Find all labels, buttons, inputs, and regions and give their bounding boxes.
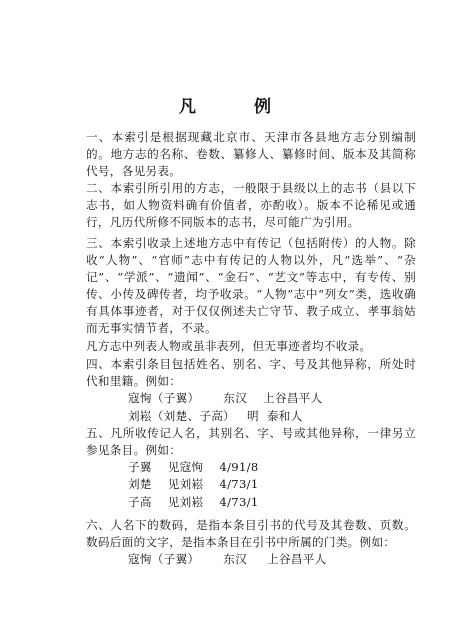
crossref-alias: 刘楚 (128, 477, 152, 491)
crossref-entry (128, 476, 259, 493)
crossref-alias: 子翼 (128, 460, 152, 474)
crossref-entry (128, 494, 259, 511)
entry-place: 泰和人 (266, 409, 303, 423)
paragraph-6: 六、人名下的数码，是指本条目引书的代号及其卷数、页数。数码后面的文字，是指本条目在引书中所属的门类。例如： (86, 518, 416, 549)
paragraph-4: 四、本索引条目包括姓名、别名、字、号及其他异称，所处时代和里籍。例如： (86, 357, 416, 388)
crossref-see: 见刘崧 (167, 477, 204, 491)
crossref-code: 4/91/8 (219, 460, 259, 474)
crossref-entry (128, 459, 259, 476)
crossref-see: 见刘崧 (167, 495, 204, 509)
paragraph-3: 三、本索引收录上述地方志中有传记（包括附传）的人物。除收“人物”、“官师”志中有传记的人物以外，凡“选举”、“杂记”、“学派”、“遗闻”、“金石”、“艺文”等志中，有专传、别传、小传及碑传者，均予收录。“人物”志中“列女”类，选收确有具体事迹者，对于仅仅例述夫亡守节、教子成立、孝事翁姑而无事实情节者，不录。 (86, 236, 416, 335)
crossref-code: 4/73/1 (219, 495, 259, 509)
example-entry (128, 551, 327, 568)
crossref-alias: 子高 (128, 495, 152, 509)
entry-place: 上谷昌平人 (267, 552, 327, 566)
paragraph-1: 一、本索引是根据现藏北京市、天津市各县地方志分别编制的。地方志的名称、卷数、纂修人、纂修时间、版本及其简称代号，各见另表。 (86, 130, 416, 178)
entry-era: 东汉 (223, 552, 248, 566)
entry-name: 寇恂（子翼） (128, 391, 200, 405)
entry-era: 明 (247, 409, 259, 423)
paragraph-2: 二、本索引所引用的方志，一般限于县级以上的志书（县以下志书，如人物资料确有价值者，亦酌收）。版本不论稀见或通行，凡历代所修不同版本的志书，尽可能广为引用。 (86, 181, 416, 229)
paragraph-5: 五、凡所收传记人名，其别名、字、号或其他异称，一律另立参见条目。例如： (86, 426, 416, 457)
crossref-see: 见寇恂 (167, 460, 204, 474)
entry-name: 刘崧（刘楚、子高） (128, 409, 236, 423)
example-entry (128, 408, 303, 425)
entry-era: 东汉 (223, 391, 248, 405)
paragraph-note: 凡方志中列表人物或虽非表列，但无事迹者均不收录。 (86, 339, 372, 353)
page-title: 凡 例 (179, 97, 297, 117)
entry-name: 寇恂（子翼） (128, 552, 200, 566)
example-entry (128, 390, 323, 407)
crossref-code: 4/73/1 (219, 477, 259, 491)
entry-place: 上谷昌平人 (263, 391, 323, 405)
